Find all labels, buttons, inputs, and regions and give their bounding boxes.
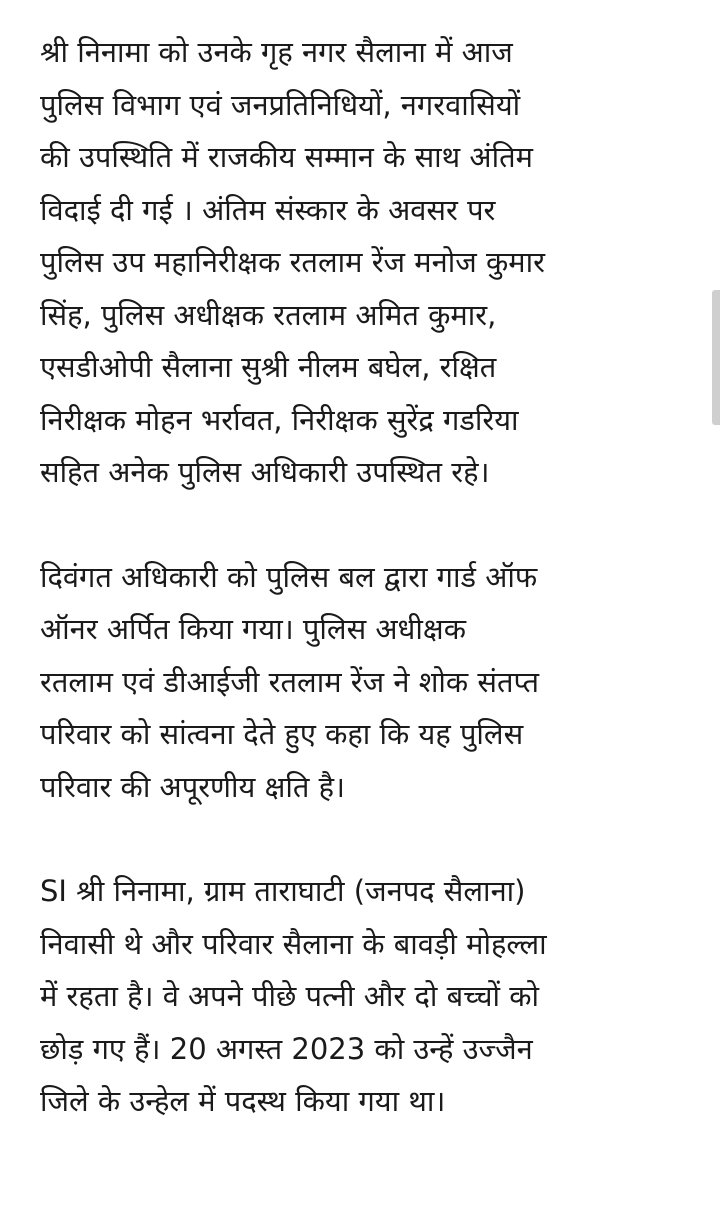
text-line: की उपस्थिति में राजकीय सम्मान के साथ अंतिम (40, 140, 533, 174)
text-line: निवासी थे और परिवार सैलाना के बावड़ी मोहल्ला (40, 926, 547, 961)
scrollbar-thumb[interactable] (712, 290, 720, 425)
text-line: SI श्री निनामा, ग्राम ताराघाटी (जनपद सैलाना) (40, 874, 526, 908)
text-line: पुलिस उप महानिरीक्षक रतलाम रेंज मनोज कुमार (40, 245, 545, 279)
text-line: सहित अनेक पुलिस अधिकारी उपस्थित रहे। (40, 455, 490, 489)
text-line: परिवार की अपूरणीय क्षति है। (40, 769, 346, 804)
text-line: एसडीओपी सैलाना सुश्री नीलम बघेल, रक्षित (40, 350, 497, 384)
text-line: परिवार को सांत्वना देते हुए कहा कि यह पुलिस (40, 717, 524, 751)
text-line: जिले के उन्हेल में पदस्थ किया गया था। (40, 1084, 446, 1118)
text-line: में रहता है। वे अपने पीछे पत्नी और दो बच्चों को (40, 979, 539, 1013)
text-line: विदाई दी गई । अंतिम संस्कार के अवसर पर (40, 192, 496, 227)
text-line: छोड़ गए हैं। 20 अगस्त 2023 को उन्हें उज्जैन (40, 1031, 533, 1066)
text-line: पुलिस विभाग एवं जनप्रतिनिधियों, नगरवासियों (40, 87, 521, 122)
text-line: ऑनर अर्पित किया गया। पुलिस अधीक्षक (40, 612, 466, 646)
article-body (40, 26, 690, 1128)
text-line: दिवंगत अधिकारी को पुलिस बल द्वारा गार्ड ऑफ (40, 559, 538, 594)
text-line: रतलाम एवं डीआईजी रतलाम रेंज ने शोक संतप्त (40, 664, 540, 699)
paragraph-funeral (40, 26, 690, 499)
text-line: निरीक्षक मोहन भर्रावत, निरीक्षक सुरेंद्र गडरिया (40, 402, 519, 437)
paragraph-biography (40, 865, 690, 1128)
paragraph-guard-of-honour (40, 551, 690, 814)
text-line: श्री निनामा को उनके गृह नगर सैलाना में आज (40, 35, 513, 69)
text-line: सिंह, पुलिस अधीक्षक रतलाम अमित कुमार, (40, 297, 497, 332)
